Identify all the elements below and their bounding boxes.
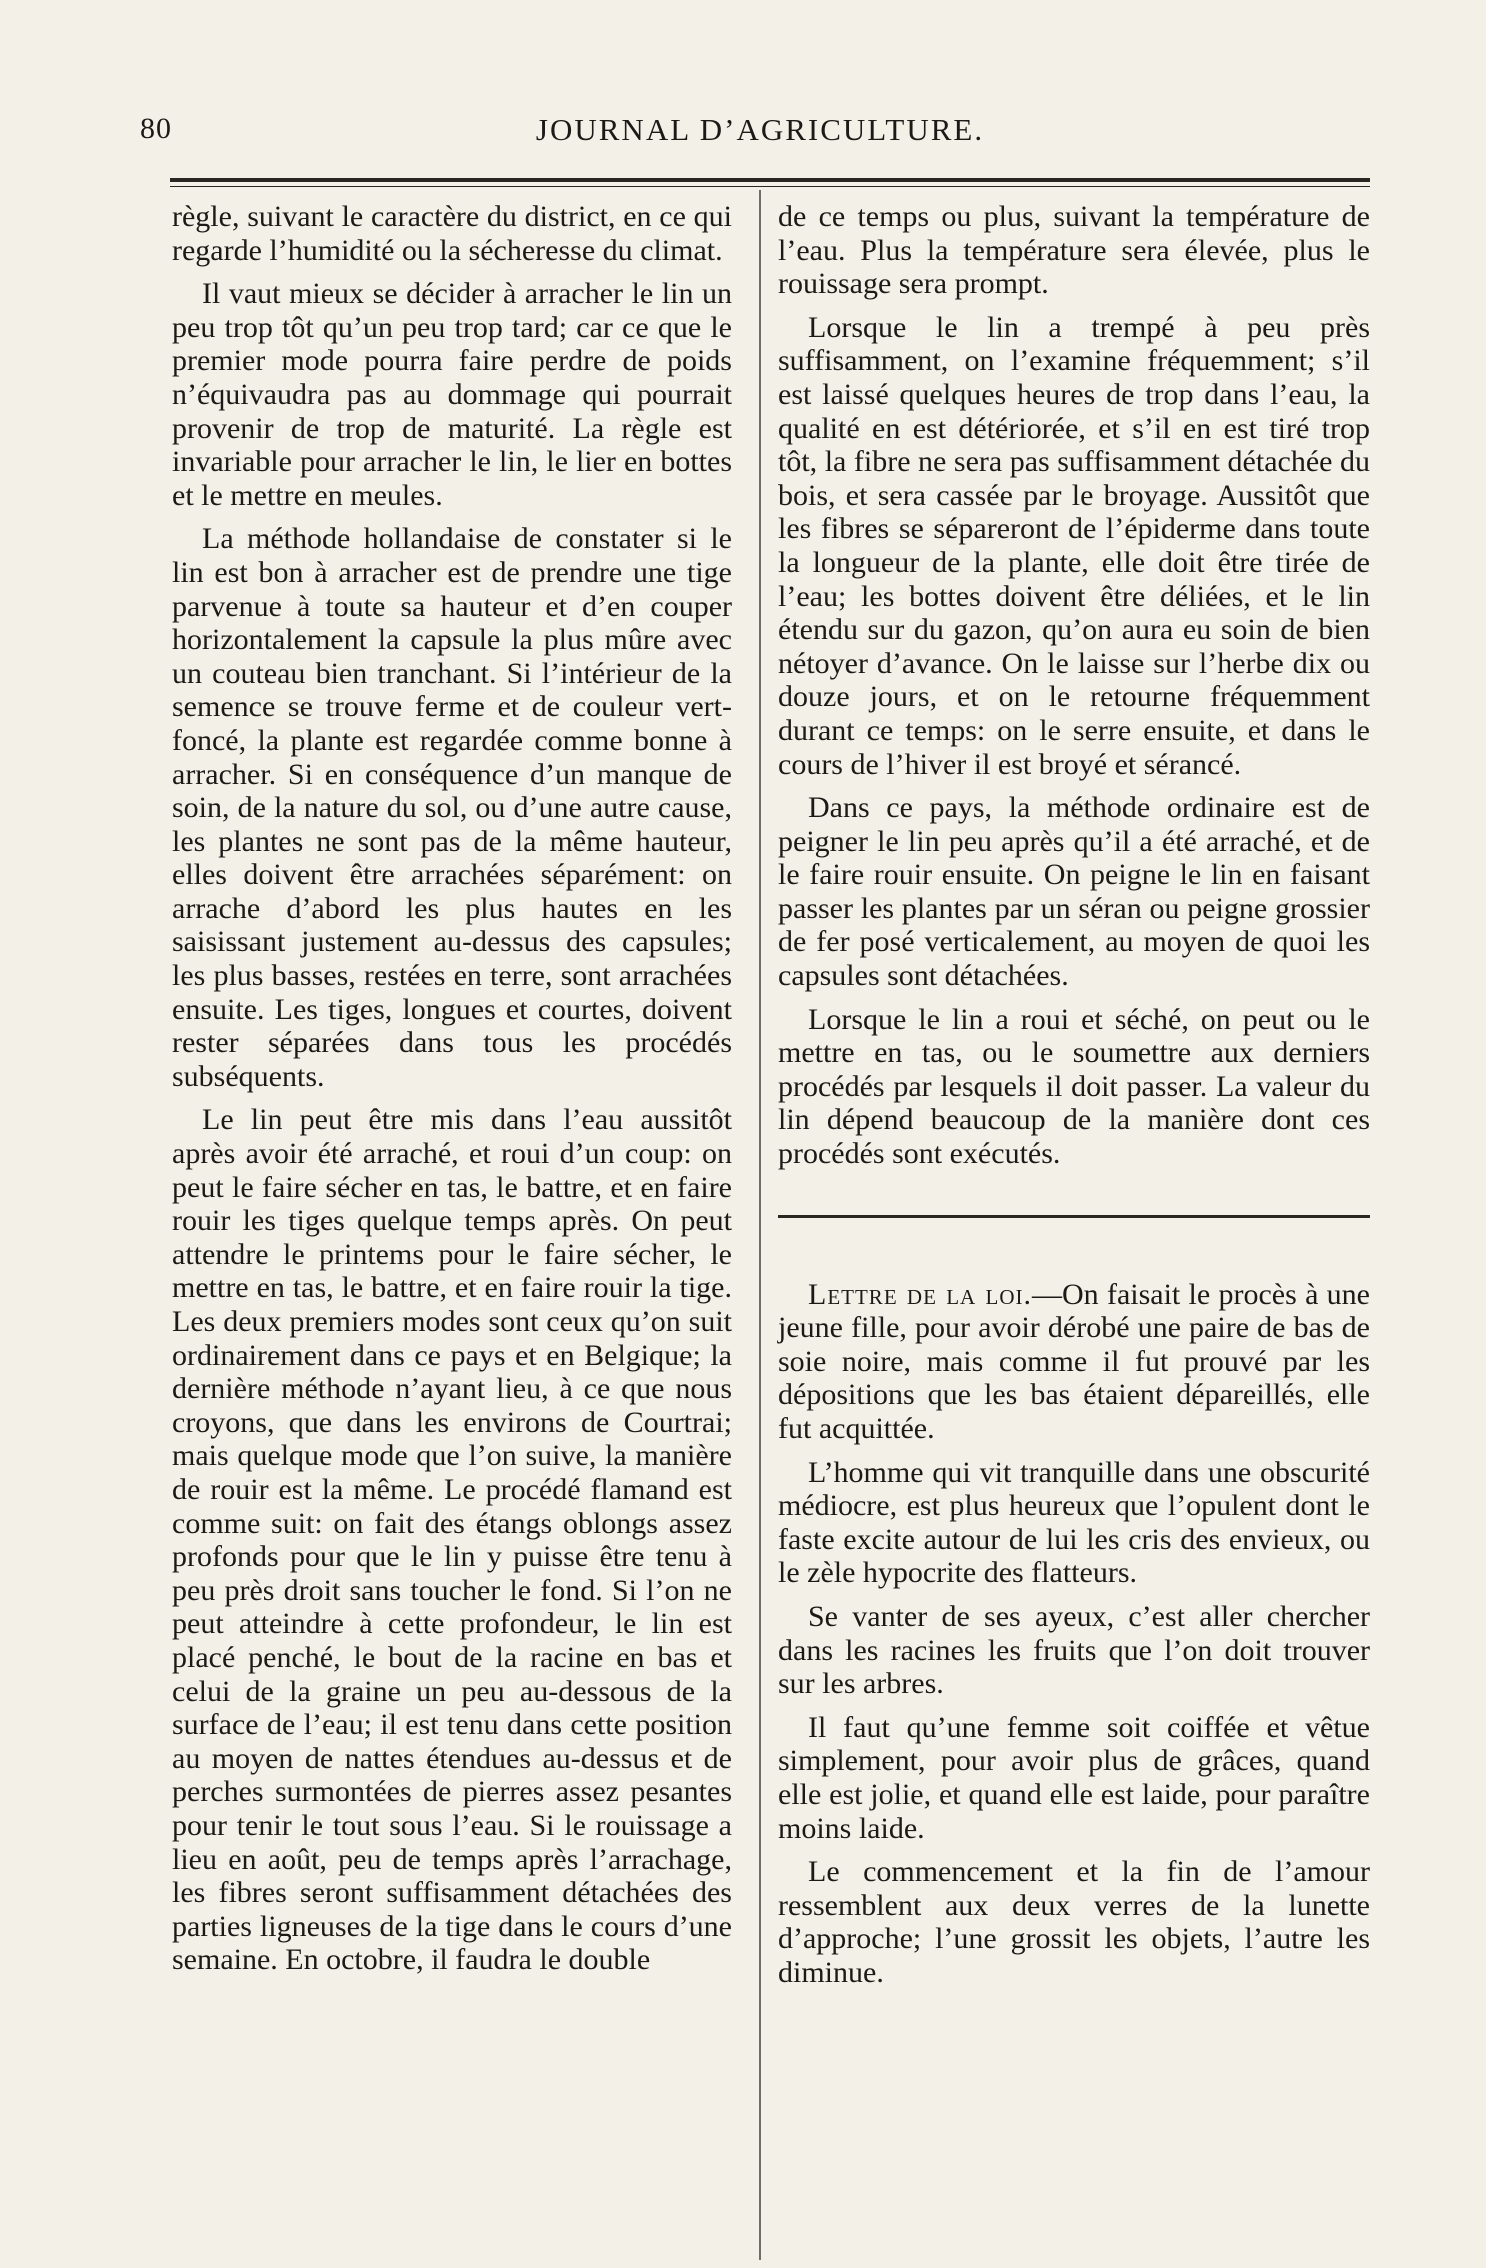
maxim-ayeux: Se vanter de ses ayeux, c’est aller chercher dans les racines les fruits que l’on doit trouver sur les arbres.: [778, 1599, 1370, 1701]
header-rule-thick: [170, 178, 1370, 182]
left-paragraph-2: Il vaut mieux se décider à arracher le lin un peu trop tôt qu’un peu trop tard; car ce que le premier mode pourra faire perdre de poids n’équivaudra pas au dommage qui pourrait provenir de trop de maturité. La règle est invariable pour arracher le lin, le lier en bottes et le mettre en meules.: [172, 277, 732, 512]
right-paragraph-4: Lorsque le lin a roui et séché, on peut ou le mettre en tas, ou le soumettre aux derniers procédés par lesquels il doit passer. La valeur du lin dépend beaucoup de la manière dont ces procédés sont exécutés.: [778, 1002, 1370, 1171]
right-paragraph-1: de ce temps ou plus, suivant la température de l’eau. Plus la température sera élevée, plus le rouissage sera prompt.: [778, 200, 1370, 301]
anecdote-text: —On faisait le procès à une jeune fille, pour avoir dérobé une paire de bas de soie noire, mais comme il fut prouvé par les dépositions que les bas étaient dépareillés, elle fut acquittée.: [778, 1277, 1370, 1445]
right-paragraph-3: Dans ce pays, la méthode ordinaire est de peigner le lin peu après qu’il a été arraché, et de le faire rouir ensuite. On peigne le lin en faisant passer les plantes par un séran ou peigne grossier de fer posé verticalement, au moyen de quoi les capsules sont détachées.: [778, 791, 1370, 993]
journal-title: JOURNAL D’AGRICULTURE.: [535, 112, 985, 147]
right-paragraph-2: Lorsque le lin a trempé à peu près suffisamment, on l’examine fréquemment; s’il est laissé quelques heures de trop dans l’eau, la qualité en est détériorée, et s’il en est tiré trop tôt, la fibre ne sera pas suffisamment détachée du bois, et sera cassée par le broyage. Aussitôt que les fibres se sépareront de l’épiderme dans toute la longueur de la plante, elle doit être tirée de l’eau; les bottes doivent être déliées, et le lin étendu sur du gazon, qu’on aura eu soin de bien nétoyer d’avance. On le laisse sur l’herbe dix ou douze jours, et on le retourne fréquemment durant ce temps: on le serre ensuite, et dans le cours de l’hiver il est broyé et sérancé.: [778, 310, 1370, 781]
anecdote-lettre-de-la-loi: [778, 1278, 1370, 1446]
section-rule: [778, 1215, 1370, 1218]
header-rule-thin: [170, 186, 1370, 187]
maxim-amour: Le commencement et la fin de l’amour ressemblent aux deux verres de la lunette d’approche; l’une grossit les objets, l’autre les diminue.: [778, 1855, 1370, 1989]
maxim-femme: Il faut qu’une femme soit coiffée et vêtue simplement, pour avoir plus de grâces, quand elle est jolie, et quand elle est laide, pour paraître moins laide.: [778, 1710, 1370, 1845]
column-divider: [759, 190, 761, 2260]
maxim-homme-tranquille: L’homme qui vit tranquille dans une obscurité médiocre, est plus heureux que l’opulent dont le faste excite autour de lui les cris des envieux, ou le zèle hypocrite des flatteurs.: [778, 1455, 1370, 1590]
left-paragraph-3: La méthode hollandaise de constater si le lin est bon à arracher est de prendre une tige parvenue à toute sa hauteur et d’en couper horizontalement la capsule la plus mûre avec un couteau bien tranchant. Si l’intérieur de la semence se trouve ferme et de couleur vert-foncé, la plante est regardée comme bonne à arracher. Si en conséquence d’un manque de soin, de la nature du sol, ou d’une autre cause, les plantes ne sont pas de la même hauteur, elles doivent être arrachées séparément: on arrache d’abord les plus hautes en les saisissant justement au-dessus des capsules; les plus basses, restées en terre, sont arrachées ensuite. Les tiges, longues et courtes, doivent rester séparées dans tous les procédés subséquents.: [172, 522, 732, 1093]
page-number: 80: [140, 112, 172, 145]
left-column: [172, 200, 732, 1987]
anecdote-heading: Lettre de la loi.: [808, 1277, 1032, 1311]
right-column: [778, 200, 1370, 2000]
left-paragraph-4: Le lin peut être mis dans l’eau aussitôt après avoir été arraché, et roui d’un coup: on peut le faire sécher en tas, le battre, et en faire rouir les tiges quelque temps après. On peut attendre le printems pour le faire sécher, le mettre en tas, le battre, et en faire rouir la tige. Les deux premiers modes sont ceux qu’on suit ordinairement dans ce pays et en Belgique; la dernière méthode n’ayant lieu, à ce que nous croyons, que dans les environs de Courtrai; mais quelque mode que l’on suive, la manière de rouir est la même. Le procédé flamand est comme suit: on fait des étangs oblongs assez profonds pour que le lin y puisse être tenu à peu près droit sans toucher le fond. Si l’on ne peut atteindre à cette profondeur, le lin est placé penché, le bout de la racine en bas et celui de la graine un peu au-dessous de la surface de l’eau; il est tenu dans cette position au moyen de nattes étendues au-dessus et de perches surmontées de pierres assez pesantes pour tenir le tout sous l’eau. Si le rouissage a lieu en août, peu de temps après l’arrachage, les fibres seront suffisamment détachées des parties ligneuses de la tige dans le cours d’une semaine. En octobre, il faudra le double: [172, 1103, 732, 1977]
page-header: [140, 112, 1380, 162]
left-paragraph-1: règle, suivant le caractère du district, en ce qui regarde l’humidité ou la sécheresse du climat.: [172, 200, 732, 267]
